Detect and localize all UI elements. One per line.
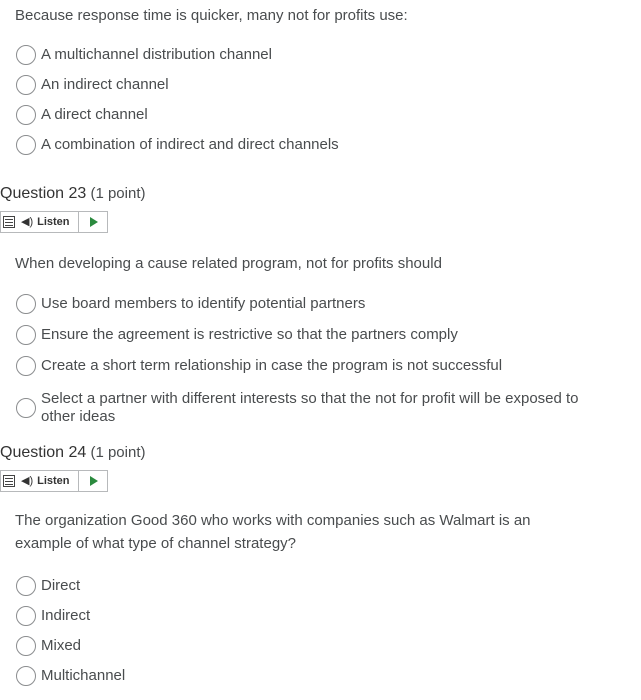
- menu-icon[interactable]: [3, 475, 15, 487]
- question-24-prompt: The organization Good 360 who works with companies such as Walmart is an example of what type of channel strategy?: [15, 512, 531, 552]
- radio-button[interactable]: [16, 606, 36, 626]
- option-direct-channel[interactable]: [16, 105, 616, 125]
- question-points: (1 point): [90, 185, 146, 202]
- option-restrictive-agreement[interactable]: [16, 325, 616, 345]
- question-number: Question 23: [0, 185, 87, 202]
- radio-button[interactable]: [16, 325, 36, 345]
- option-label: A combination of indirect and direct channels: [41, 136, 339, 153]
- speaker-icon[interactable]: ◀): [21, 474, 34, 487]
- radio-button[interactable]: [16, 135, 36, 155]
- option-label: Ensure the agreement is restrictive so that the partners comply: [41, 326, 458, 343]
- question-22-prompt: Because response time is quicker, many not for profits use:: [15, 7, 408, 24]
- question-24-options: [16, 576, 616, 686]
- question-24-title: [0, 444, 145, 462]
- radio-button[interactable]: [16, 75, 36, 95]
- question-23-prompt: When developing a cause related program, not for profits should: [15, 255, 442, 272]
- radio-button[interactable]: [16, 636, 36, 656]
- radio-button[interactable]: [16, 294, 36, 314]
- option-indirect[interactable]: [16, 606, 616, 626]
- menu-icon[interactable]: [3, 216, 15, 228]
- play-icon[interactable]: [90, 217, 98, 227]
- option-different-interests[interactable]: [16, 390, 616, 426]
- divider: [78, 471, 79, 491]
- question-22-options: [16, 45, 616, 155]
- question-23-options: [16, 294, 616, 426]
- play-icon[interactable]: [90, 476, 98, 486]
- listen-toolbar-24: [0, 470, 108, 492]
- listen-button[interactable]: Listen: [37, 475, 70, 487]
- radio-button[interactable]: [16, 105, 36, 125]
- divider: [78, 212, 79, 232]
- radio-button[interactable]: [16, 576, 36, 596]
- option-short-term[interactable]: [16, 356, 616, 376]
- option-label: Use board members to identify potential partners: [41, 295, 366, 312]
- radio-button[interactable]: [16, 356, 36, 376]
- question-points: (1 point): [90, 444, 146, 461]
- radio-button[interactable]: [16, 398, 36, 418]
- option-label: A direct channel: [41, 106, 148, 123]
- option-label: Create a short term relationship in case the program is not successful: [41, 357, 503, 374]
- option-multichannel[interactable]: [16, 45, 616, 65]
- option-direct[interactable]: [16, 576, 616, 596]
- question-number: Question 24: [0, 444, 87, 461]
- option-combination[interactable]: [16, 135, 616, 155]
- question-23-title: [0, 185, 145, 203]
- option-label: Mixed: [41, 637, 82, 654]
- radio-button[interactable]: [16, 45, 36, 65]
- option-label: Select a partner with different interests so that the not for profit will be exposed to other ideas: [41, 390, 579, 425]
- option-label: Indirect: [41, 607, 91, 624]
- option-indirect-channel[interactable]: [16, 75, 616, 95]
- option-label: Direct: [41, 577, 81, 594]
- option-label: A multichannel distribution channel: [41, 46, 272, 63]
- listen-button[interactable]: Listen: [37, 216, 70, 228]
- option-label: An indirect channel: [41, 76, 169, 93]
- listen-toolbar-23: [0, 211, 108, 233]
- speaker-icon[interactable]: ◀): [21, 215, 34, 228]
- option-multichannel[interactable]: [16, 666, 616, 686]
- radio-button[interactable]: [16, 666, 36, 686]
- option-board-members[interactable]: [16, 294, 616, 314]
- option-label: Multichannel: [41, 667, 126, 684]
- option-mixed[interactable]: [16, 636, 616, 656]
